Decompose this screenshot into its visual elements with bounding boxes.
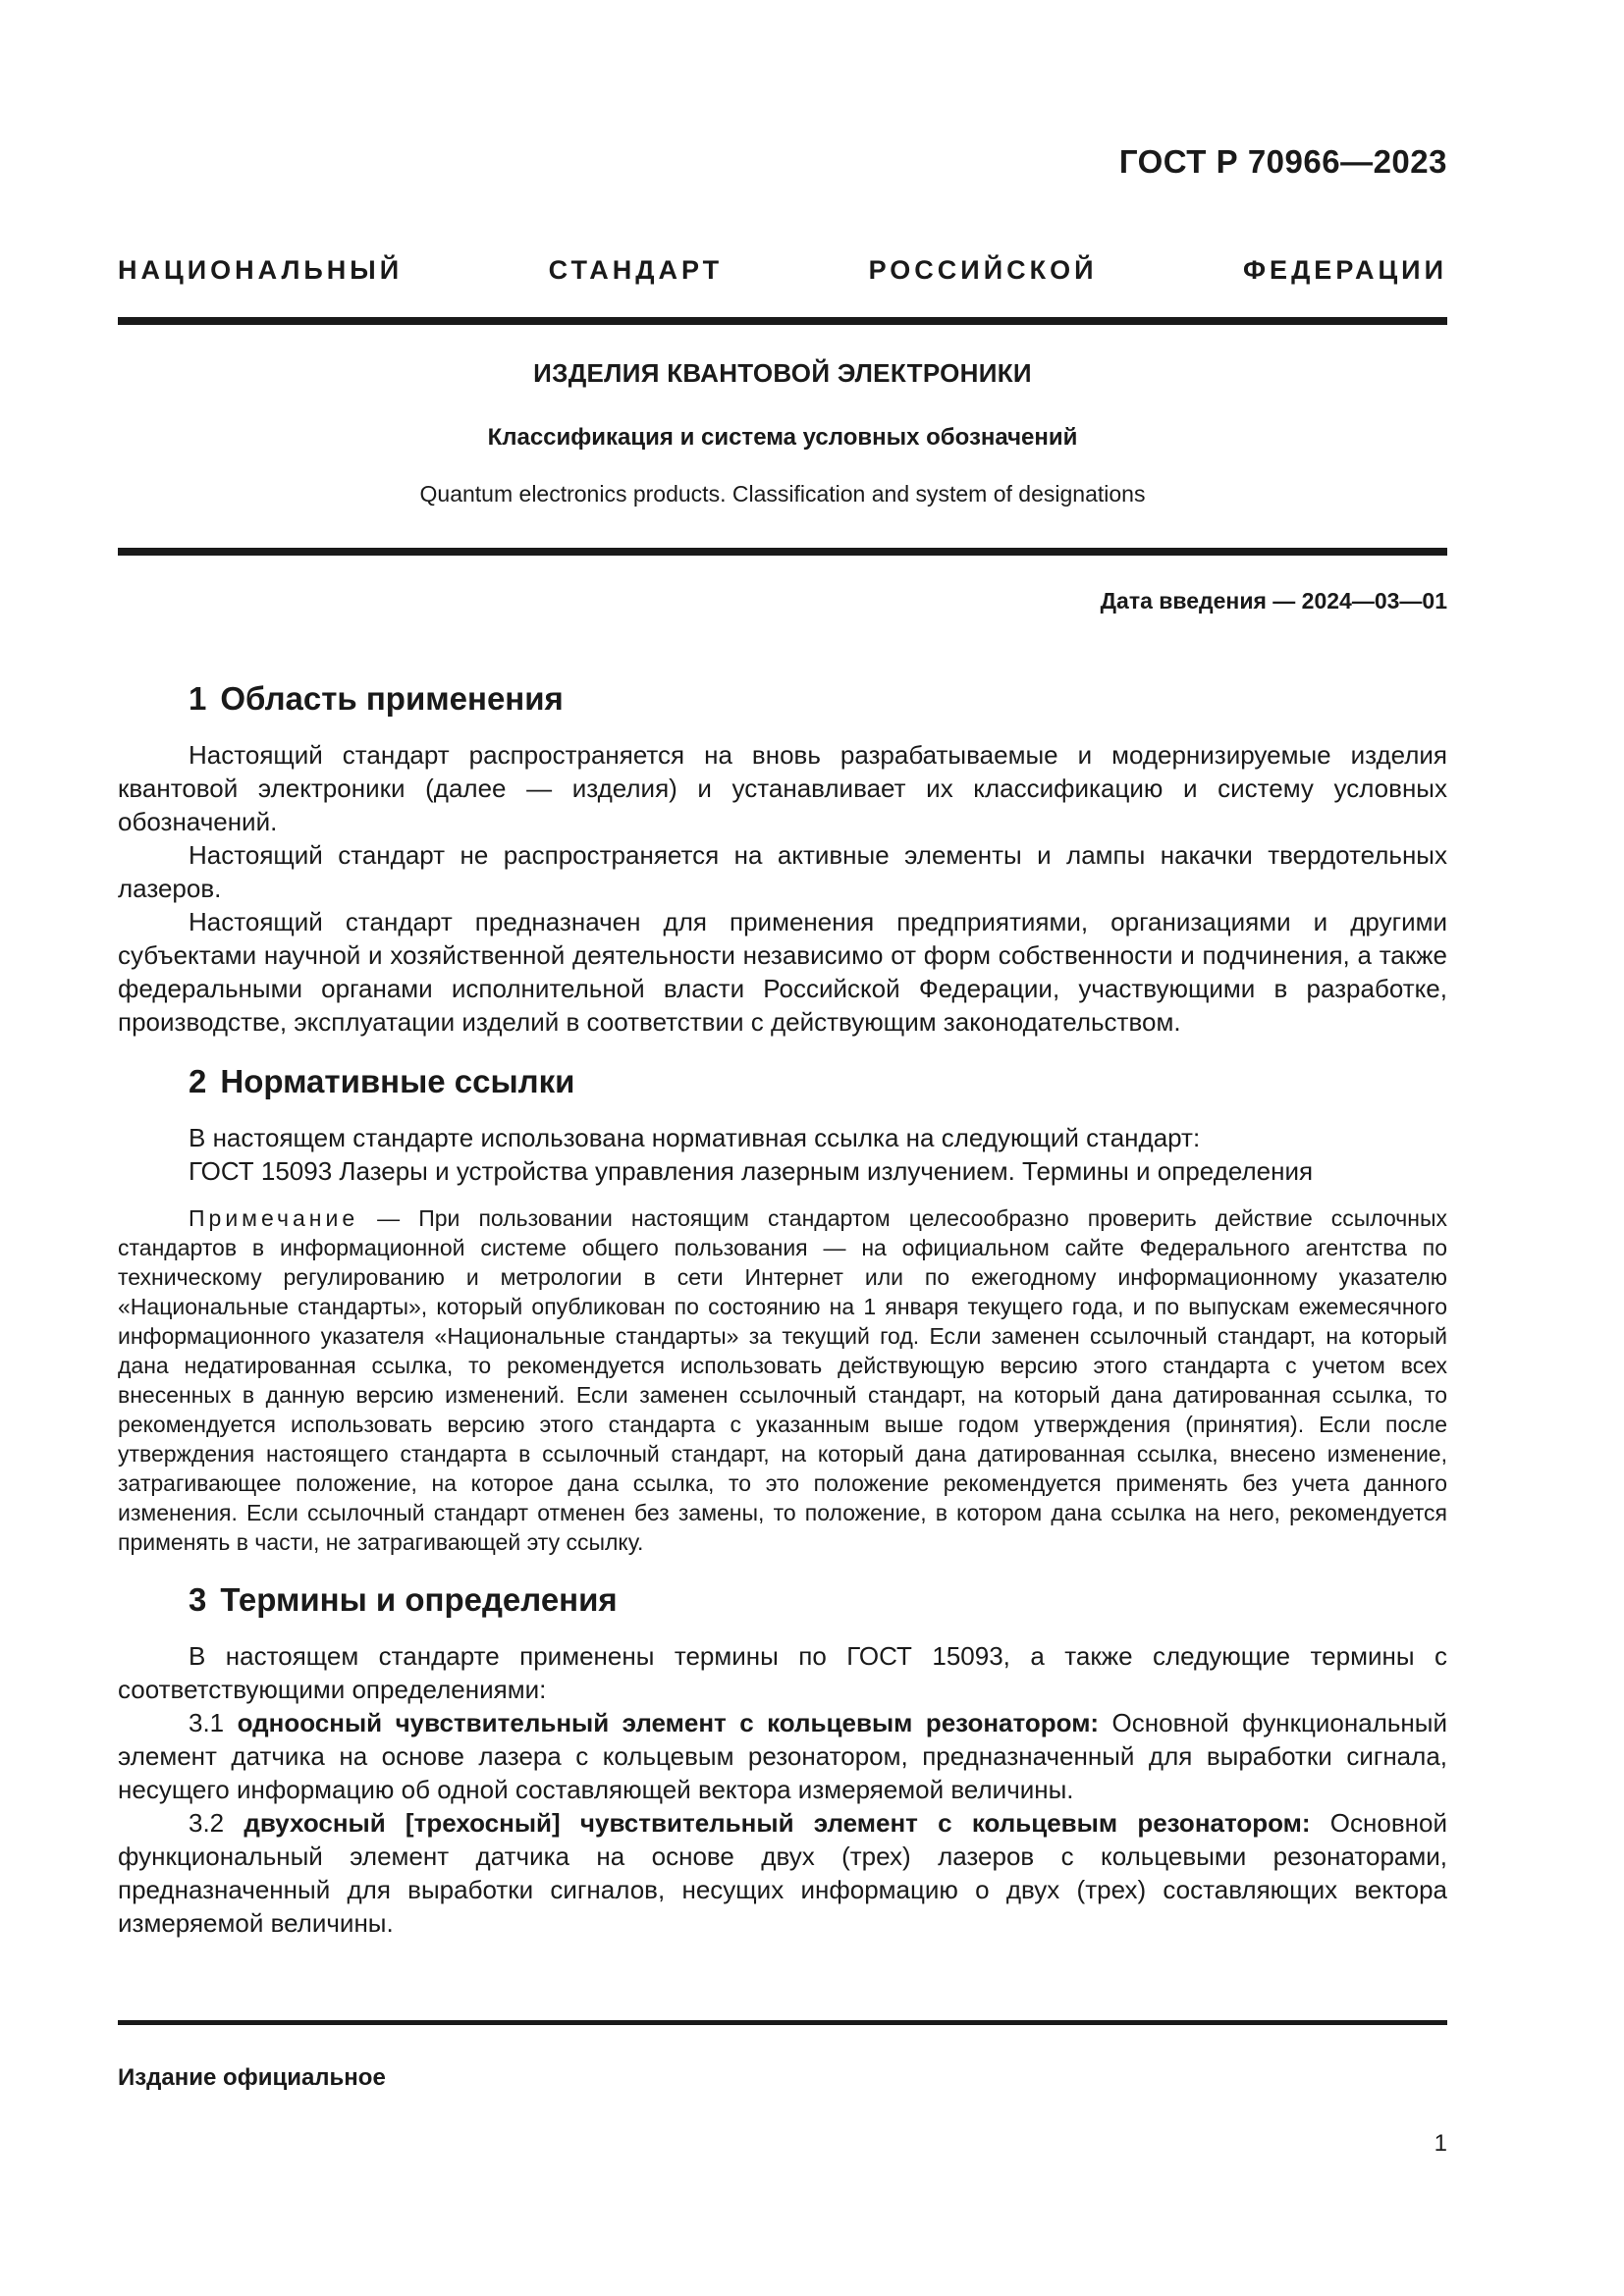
- section-heading: [118, 677, 1447, 721]
- section-heading: [118, 1060, 1447, 1103]
- document-page: [118, 0, 1447, 2296]
- term-entry: [118, 1806, 1447, 1940]
- national-word: СТАНДАРТ: [548, 255, 724, 285]
- national-word: НАЦИОНАЛЬНЫЙ: [118, 255, 404, 285]
- paragraph: Настоящий стандарт предназначен для применения предприятиями, организациями и другими субъектами научной и хозяйственной деятельности независимо от форм собственности и подчинения, а также федеральными органами исполнительной власти Российской Федерации, участвующими в разработке, производстве, эксплуатации изделий в соответствии с действующим законодательством.: [118, 907, 1447, 1037]
- section-title: Область применения: [220, 680, 564, 717]
- english-title: Quantum electronics products. Classification and system of designations: [419, 481, 1146, 507]
- page-number: 1: [1434, 2130, 1447, 2157]
- national-word: ФЕДЕРАЦИИ: [1243, 255, 1447, 285]
- gost-code: ГОСТ Р 70966—2023: [1118, 143, 1447, 180]
- term-entry: [118, 1706, 1447, 1806]
- term-name: двухосный [трехосный] чувствительный элемент с кольцевым резонатором:: [244, 1808, 1311, 1838]
- reference-item: ГОСТ 15093 Лазеры и устройства управления лазерным излучением. Термины и определения: [189, 1156, 1314, 1186]
- top-divider: [118, 317, 1447, 325]
- paragraph: Настоящий стандарт не распространяется на активные элементы и лампы накачки твердотельных лазеров.: [118, 840, 1447, 903]
- section-normative-references: [118, 1060, 1447, 1557]
- paragraph: Настоящий стандарт распространяется на вновь разрабатываемые и модернизируемые изделия квантовой электроники (далее — изделия) и устанавливает их классификацию и систему условных обозначений.: [118, 740, 1447, 836]
- term-number: 3.1: [189, 1708, 225, 1737]
- document-title: ИЗДЕЛИЯ КВАНТОВОЙ ЭЛЕКТРОНИКИ: [533, 358, 1032, 388]
- section-terms: [118, 1578, 1447, 1940]
- title-divider: [118, 548, 1447, 556]
- paragraph: В настоящем стандарте использована нормативная ссылка на следующий стандарт:: [189, 1123, 1201, 1152]
- paragraph: В настоящем стандарте применены термины по ГОСТ 15093, а также следующие термины с соответствующими определениями:: [118, 1641, 1447, 1704]
- section-number: 1: [189, 680, 207, 717]
- introduction-date: Дата введения — 2024—03—01: [1100, 588, 1447, 614]
- note: [118, 1203, 1447, 1557]
- footer-divider: [118, 2020, 1447, 2025]
- note-label: Примечание: [189, 1205, 359, 1231]
- term-definition: Основной функциональный элемент датчика на основе лазера с кольцевым резонатором, предназначенный для выработки сигнала, несущего информацию об одной составляющей вектора измеряемой величины.: [118, 1708, 1447, 1804]
- term-definition: Основной функциональный элемент датчика на основе двух (трех) лазеров с кольцевыми резонаторами, предназначенный для выработки сигналов, несущих информацию о двух (трех) составляющих вектора измеряемой величины.: [118, 1808, 1447, 1938]
- section-heading: [118, 1578, 1447, 1622]
- term-number: 3.2: [189, 1808, 225, 1838]
- national-standard-heading: [118, 255, 1447, 286]
- term-name: одноосный чувствительный элемент с кольцевым резонатором:: [237, 1708, 1100, 1737]
- edition-label: Издание официальное: [118, 2064, 386, 2091]
- section-number: 3: [189, 1581, 207, 1618]
- national-word: РОССИЙСКОЙ: [868, 255, 1098, 285]
- note-text: — При пользовании настоящим стандартом целесообразно проверить действие ссылочных стандартов в информационной системе общего пользования — на официальном сайте Федерального агентства по техническому регулированию и метрологии в сети Интернет или по ежегодному информационному указателю «Национальные стандарты», который опубликован по состоянию на 1 января текущего года, и по выпускам ежемесячного информационного указателя «Национальные стандарты» за текущий год. Если заменен ссылочный стандарт, на который дана недатированная ссылка, то рекомендуется использовать действующую версию этого стандарта с учетом всех внесенных в данную версию изменений. Если заменен ссылочный стандарт, на который дана датированная ссылка, то рекомендуется использовать версию этого стандарта с указанным выше годом утверждения (принятия). Если после утверждения настоящего стандарта в ссылочный стандарт, на который дана датированная ссылка, внесено изменение, затрагивающее положение, на которое дана ссылка, то это положение рекомендуется применять без учета данного изменения. Если ссылочный стандарт отменен без замены, то положение, в котором дана ссылка на него, рекомендуется применять в части, не затрагивающей эту ссылку.: [118, 1205, 1447, 1555]
- section-title: Нормативные ссылки: [220, 1063, 575, 1099]
- document-body: [118, 677, 1447, 1961]
- section-number: 2: [189, 1063, 207, 1099]
- section-title: Термины и определения: [220, 1581, 618, 1618]
- document-subtitle: Классификация и система условных обозначений: [487, 424, 1078, 451]
- section-scope: [118, 677, 1447, 1039]
